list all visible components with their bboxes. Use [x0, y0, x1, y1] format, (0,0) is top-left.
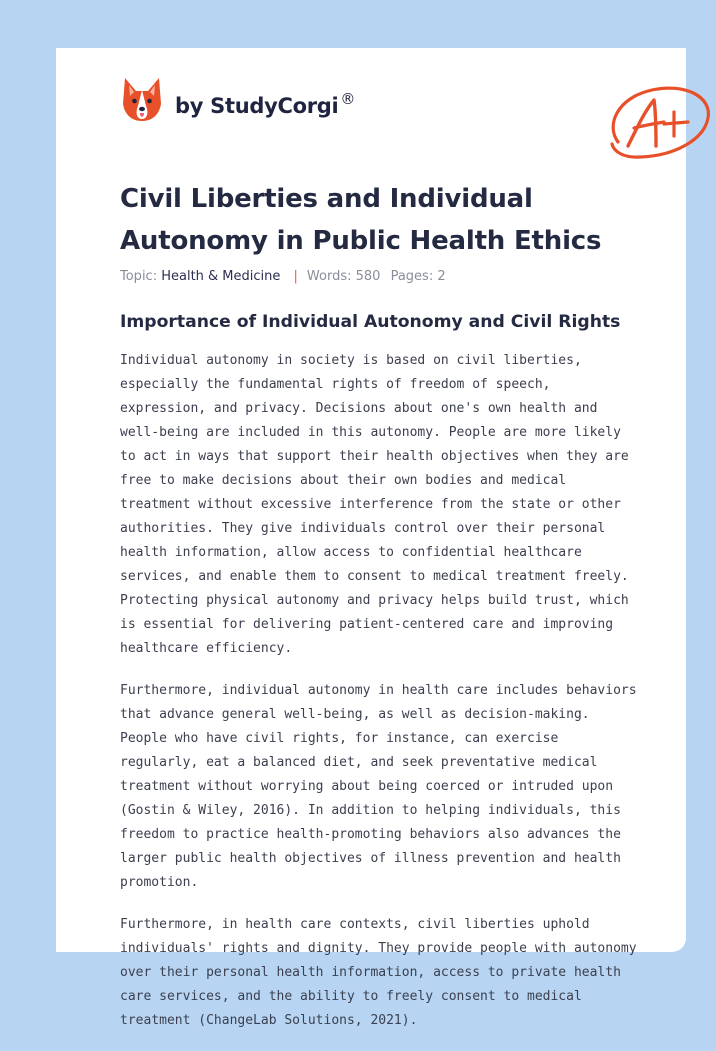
- page-count: Pages: 2: [390, 269, 446, 284]
- topic-link[interactable]: Health & Medicine: [161, 269, 281, 284]
- registered-mark: ®: [340, 90, 356, 108]
- document-title: Civil Liberties and Individual Autonomy in Public Health Ethics: [120, 184, 602, 256]
- word-count: Words: 580: [306, 269, 381, 284]
- site-header: [122, 74, 642, 144]
- paragraph: Furthermore, in health care contexts, civil liberties uphold individuals' rights and dignity. They provide people with autonomy over their personal health information, access to private health care services, and the ability to freely consent to medical treatment (ChangeLab Solutions, 2021).: [120, 917, 637, 1028]
- section-heading: Importance of Individual Autonomy and Civil Rights: [120, 312, 621, 332]
- meta-separator: |: [293, 269, 298, 284]
- section-body: [120, 349, 640, 1051]
- paragraph: Individual autonomy in society is based on civil liberties, especially the fundamental rights of freedom of speech, expression, and privacy. Decisions about one's own health and well-being are included in this autonomy. People are more likely to act in ways that support their health objectives when they are free to make decisions about their own bodies and medical treatment without excessive interference from the state or other authorities. They give individuals control over their personal health information, allow access to confidential healthcare services, and enable them to consent to medical treatment freely. Protecting physical autonomy and privacy helps build trust, which is essential for delivering patient-centered care and improving healthcare efficiency.: [120, 353, 629, 656]
- document-page: [56, 48, 686, 1028]
- topic-label: Topic:: [120, 269, 158, 284]
- a-plus-grade-icon: [604, 84, 716, 168]
- corgi-logo-icon[interactable]: [122, 76, 162, 122]
- document-meta: [120, 269, 446, 284]
- brand-name[interactable]: [175, 90, 356, 118]
- brand-text: by StudyCorgi: [175, 94, 339, 118]
- paragraph: Furthermore, individual autonomy in health care includes behaviors that advance general well-being, as well as decision-making. People who have civil rights, for instance, can exercise regularly, eat a balanced diet, and seek preventative medical treatment without worrying about being coerced or intruded upon (Gostin & Wiley, 2016). In addition to helping individuals, this freedom to practice health-promoting behaviors also advances the larger public health objectives of illness prevention and health promotion.: [120, 683, 637, 890]
